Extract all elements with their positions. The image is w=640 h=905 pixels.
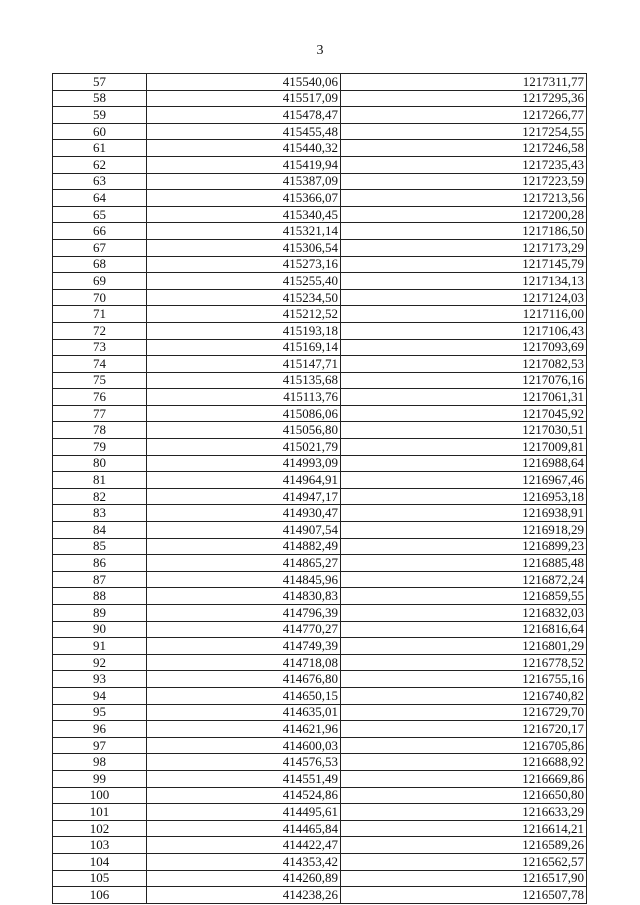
x-coordinate-cell: 414845,96: [147, 571, 341, 588]
y-coordinate-cell: 1216614,21: [341, 820, 587, 837]
y-coordinate-cell: 1216859,55: [341, 588, 587, 605]
point-number-cell: 71: [53, 306, 147, 323]
point-number-cell: 106: [53, 887, 147, 904]
point-number-cell: 83: [53, 505, 147, 522]
table-row: [53, 256, 587, 273]
y-coordinate-cell: 1217030,51: [341, 422, 587, 439]
table-row: [53, 156, 587, 173]
table-row: [53, 804, 587, 821]
x-coordinate-cell: 414993,09: [147, 455, 341, 472]
table-row: [53, 405, 587, 422]
table-row: [53, 638, 587, 655]
x-coordinate-cell: 414600,03: [147, 737, 341, 754]
y-coordinate-cell: 1217213,56: [341, 190, 587, 207]
x-coordinate-cell: 414930,47: [147, 505, 341, 522]
y-coordinate-cell: 1217116,00: [341, 306, 587, 323]
point-number-cell: 67: [53, 239, 147, 256]
point-number-cell: 58: [53, 90, 147, 107]
x-coordinate-cell: 415366,07: [147, 190, 341, 207]
point-number-cell: 61: [53, 140, 147, 157]
y-coordinate-cell: 1216729,70: [341, 704, 587, 721]
y-coordinate-cell: 1217200,28: [341, 206, 587, 223]
point-number-cell: 88: [53, 588, 147, 605]
table-row: [53, 123, 587, 140]
table-row: [53, 654, 587, 671]
table-row: [53, 787, 587, 804]
point-number-cell: 63: [53, 173, 147, 190]
point-number-cell: 70: [53, 289, 147, 306]
table-row: [53, 621, 587, 638]
y-coordinate-cell: 1217061,31: [341, 389, 587, 406]
table-row: [53, 273, 587, 290]
y-coordinate-cell: 1216885,48: [341, 555, 587, 572]
point-number-cell: 100: [53, 787, 147, 804]
table-row: [53, 704, 587, 721]
table-row: [53, 239, 587, 256]
x-coordinate-cell: 415306,54: [147, 239, 341, 256]
coordinates-table-body: [53, 74, 587, 904]
table-row: [53, 422, 587, 439]
x-coordinate-cell: 415021,79: [147, 439, 341, 456]
x-coordinate-cell: 415212,52: [147, 306, 341, 323]
x-coordinate-cell: 415478,47: [147, 107, 341, 124]
y-coordinate-cell: 1216816,64: [341, 621, 587, 638]
x-coordinate-cell: 415273,16: [147, 256, 341, 273]
table-row: [53, 389, 587, 406]
point-number-cell: 96: [53, 721, 147, 738]
point-number-cell: 66: [53, 223, 147, 240]
point-number-cell: 89: [53, 605, 147, 622]
table-row: [53, 223, 587, 240]
point-number-cell: 59: [53, 107, 147, 124]
table-row: [53, 439, 587, 456]
table-row: [53, 190, 587, 207]
y-coordinate-cell: 1217124,03: [341, 289, 587, 306]
x-coordinate-cell: 415193,18: [147, 322, 341, 339]
coordinates-table: [52, 73, 587, 904]
y-coordinate-cell: 1216633,29: [341, 804, 587, 821]
y-coordinate-cell: 1217186,50: [341, 223, 587, 240]
x-coordinate-cell: 414495,61: [147, 804, 341, 821]
point-number-cell: 79: [53, 439, 147, 456]
y-coordinate-cell: 1217106,43: [341, 322, 587, 339]
table-row: [53, 522, 587, 539]
y-coordinate-cell: 1217254,55: [341, 123, 587, 140]
table-row: [53, 107, 587, 124]
y-coordinate-cell: 1217235,43: [341, 156, 587, 173]
page-number: 3: [316, 43, 324, 58]
table-row: [53, 837, 587, 854]
table-row: [53, 306, 587, 323]
x-coordinate-cell: 415440,32: [147, 140, 341, 157]
table-row: [53, 140, 587, 157]
y-coordinate-cell: 1217266,77: [341, 107, 587, 124]
x-coordinate-cell: 414524,86: [147, 787, 341, 804]
table-row: [53, 538, 587, 555]
x-coordinate-cell: 414676,80: [147, 671, 341, 688]
point-number-cell: 95: [53, 704, 147, 721]
x-coordinate-cell: 415169,14: [147, 339, 341, 356]
x-coordinate-cell: 415321,14: [147, 223, 341, 240]
point-number-cell: 78: [53, 422, 147, 439]
x-coordinate-cell: 415340,45: [147, 206, 341, 223]
x-coordinate-cell: 414749,39: [147, 638, 341, 655]
y-coordinate-cell: 1216705,86: [341, 737, 587, 754]
table-row: [53, 687, 587, 704]
point-number-cell: 86: [53, 555, 147, 572]
x-coordinate-cell: 415234,50: [147, 289, 341, 306]
y-coordinate-cell: 1216832,03: [341, 605, 587, 622]
point-number-cell: 102: [53, 820, 147, 837]
x-coordinate-cell: 414718,08: [147, 654, 341, 671]
y-coordinate-cell: 1217295,36: [341, 90, 587, 107]
table-row: [53, 356, 587, 373]
point-number-cell: 75: [53, 372, 147, 389]
point-number-cell: 60: [53, 123, 147, 140]
point-number-cell: 69: [53, 273, 147, 290]
point-number-cell: 99: [53, 770, 147, 787]
x-coordinate-cell: 414907,54: [147, 522, 341, 539]
table-row: [53, 289, 587, 306]
y-coordinate-cell: 1216507,78: [341, 887, 587, 904]
x-coordinate-cell: 415056,80: [147, 422, 341, 439]
point-number-cell: 101: [53, 804, 147, 821]
y-coordinate-cell: 1217093,69: [341, 339, 587, 356]
point-number-cell: 103: [53, 837, 147, 854]
y-coordinate-cell: 1216740,82: [341, 687, 587, 704]
table-row: [53, 173, 587, 190]
point-number-cell: 82: [53, 488, 147, 505]
table-row: [53, 488, 587, 505]
x-coordinate-cell: 415387,09: [147, 173, 341, 190]
x-coordinate-cell: 414635,01: [147, 704, 341, 721]
y-coordinate-cell: 1216517,90: [341, 870, 587, 887]
point-number-cell: 98: [53, 754, 147, 771]
point-number-cell: 93: [53, 671, 147, 688]
point-number-cell: 97: [53, 737, 147, 754]
y-coordinate-cell: 1216988,64: [341, 455, 587, 472]
point-number-cell: 57: [53, 74, 147, 91]
x-coordinate-cell: 414551,49: [147, 770, 341, 787]
y-coordinate-cell: 1216918,29: [341, 522, 587, 539]
table-row: [53, 339, 587, 356]
y-coordinate-cell: 1216688,92: [341, 754, 587, 771]
y-coordinate-cell: 1217045,92: [341, 405, 587, 422]
y-coordinate-cell: 1216938,91: [341, 505, 587, 522]
x-coordinate-cell: 415147,71: [147, 356, 341, 373]
point-number-cell: 80: [53, 455, 147, 472]
y-coordinate-cell: 1216589,26: [341, 837, 587, 854]
point-number-cell: 64: [53, 190, 147, 207]
point-number-cell: 74: [53, 356, 147, 373]
x-coordinate-cell: 414238,26: [147, 887, 341, 904]
x-coordinate-cell: 414947,17: [147, 488, 341, 505]
table-row: [53, 770, 587, 787]
point-number-cell: 84: [53, 522, 147, 539]
x-coordinate-cell: 415419,94: [147, 156, 341, 173]
table-row: [53, 870, 587, 887]
x-coordinate-cell: 415517,09: [147, 90, 341, 107]
table-row: [53, 206, 587, 223]
y-coordinate-cell: 1216669,86: [341, 770, 587, 787]
table-row: [53, 322, 587, 339]
table-row: [53, 505, 587, 522]
point-number-cell: 81: [53, 472, 147, 489]
y-coordinate-cell: 1217223,59: [341, 173, 587, 190]
table-row: [53, 90, 587, 107]
y-coordinate-cell: 1216650,80: [341, 787, 587, 804]
y-coordinate-cell: 1217009,81: [341, 439, 587, 456]
y-coordinate-cell: 1216778,52: [341, 654, 587, 671]
x-coordinate-cell: 414796,39: [147, 605, 341, 622]
point-number-cell: 92: [53, 654, 147, 671]
table-row: [53, 571, 587, 588]
y-coordinate-cell: 1217246,58: [341, 140, 587, 157]
x-coordinate-cell: 414621,96: [147, 721, 341, 738]
table-row: [53, 671, 587, 688]
table-row: [53, 74, 587, 91]
y-coordinate-cell: 1216953,18: [341, 488, 587, 505]
y-coordinate-cell: 1216562,57: [341, 853, 587, 870]
point-number-cell: 105: [53, 870, 147, 887]
table-row: [53, 721, 587, 738]
table-row: [53, 472, 587, 489]
x-coordinate-cell: 415135,68: [147, 372, 341, 389]
x-coordinate-cell: 414770,27: [147, 621, 341, 638]
point-number-cell: 62: [53, 156, 147, 173]
point-number-cell: 90: [53, 621, 147, 638]
x-coordinate-cell: 414964,91: [147, 472, 341, 489]
y-coordinate-cell: 1216967,46: [341, 472, 587, 489]
x-coordinate-cell: 414650,15: [147, 687, 341, 704]
table-row: [53, 887, 587, 904]
point-number-cell: 72: [53, 322, 147, 339]
table-row: [53, 372, 587, 389]
point-number-cell: 76: [53, 389, 147, 406]
y-coordinate-cell: 1216720,17: [341, 721, 587, 738]
point-number-cell: 68: [53, 256, 147, 273]
x-coordinate-cell: 415455,48: [147, 123, 341, 140]
table-row: [53, 853, 587, 870]
x-coordinate-cell: 414465,84: [147, 820, 341, 837]
point-number-cell: 87: [53, 571, 147, 588]
y-coordinate-cell: 1217311,77: [341, 74, 587, 91]
x-coordinate-cell: 414260,89: [147, 870, 341, 887]
y-coordinate-cell: 1216755,16: [341, 671, 587, 688]
table-row: [53, 555, 587, 572]
x-coordinate-cell: 414865,27: [147, 555, 341, 572]
point-number-cell: 94: [53, 687, 147, 704]
y-coordinate-cell: 1217173,29: [341, 239, 587, 256]
point-number-cell: 77: [53, 405, 147, 422]
y-coordinate-cell: 1217082,53: [341, 356, 587, 373]
table-row: [53, 737, 587, 754]
y-coordinate-cell: 1217134,13: [341, 273, 587, 290]
table-row: [53, 455, 587, 472]
x-coordinate-cell: 414353,42: [147, 853, 341, 870]
point-number-cell: 73: [53, 339, 147, 356]
point-number-cell: 104: [53, 853, 147, 870]
x-coordinate-cell: 415540,06: [147, 74, 341, 91]
y-coordinate-cell: 1217076,16: [341, 372, 587, 389]
table-row: [53, 588, 587, 605]
table-row: [53, 605, 587, 622]
x-coordinate-cell: 415086,06: [147, 405, 341, 422]
y-coordinate-cell: 1216899,23: [341, 538, 587, 555]
point-number-cell: 91: [53, 638, 147, 655]
x-coordinate-cell: 414830,83: [147, 588, 341, 605]
x-coordinate-cell: 414576,53: [147, 754, 341, 771]
y-coordinate-cell: 1217145,79: [341, 256, 587, 273]
y-coordinate-cell: 1216801,29: [341, 638, 587, 655]
table-row: [53, 754, 587, 771]
x-coordinate-cell: 415113,76: [147, 389, 341, 406]
x-coordinate-cell: 414882,49: [147, 538, 341, 555]
x-coordinate-cell: 414422,47: [147, 837, 341, 854]
x-coordinate-cell: 415255,40: [147, 273, 341, 290]
point-number-cell: 85: [53, 538, 147, 555]
table-row: [53, 820, 587, 837]
y-coordinate-cell: 1216872,24: [341, 571, 587, 588]
point-number-cell: 65: [53, 206, 147, 223]
